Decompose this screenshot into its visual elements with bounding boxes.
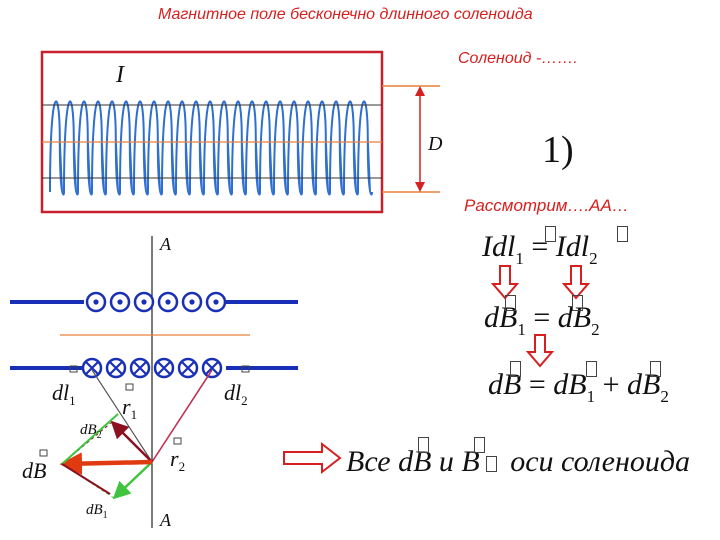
r1-label: $r_1$ (122, 394, 138, 422)
down-arrow-center (528, 335, 552, 366)
vec-mark-r2 (174, 438, 181, 444)
dB2-arrow (112, 422, 152, 462)
dl1-label: $dl_1$ (52, 380, 76, 408)
vec-mark-eq3-b1 (586, 360, 597, 378)
axis-bottom-label: A (160, 510, 171, 530)
vec-mark-eq3-left (510, 360, 521, 378)
dB-total-arrow (64, 462, 152, 464)
solenoid-diagram (0, 0, 460, 220)
current-out-dot (213, 299, 218, 304)
vec-mark-conclusion-dB (418, 436, 429, 454)
solenoid-coil (50, 101, 372, 194)
darkred-aux-line (62, 464, 110, 494)
vec-mark-dB (40, 450, 47, 456)
vec-mark-r1 (126, 384, 133, 390)
vec-mark-eq1-right (617, 225, 628, 243)
conclusion-arrow (282, 440, 344, 476)
current-out-dot (189, 299, 194, 304)
dB-label: dB (22, 458, 47, 483)
diameter-arrow-head-bottom (415, 182, 425, 192)
vec-mark-eq1-left (545, 225, 556, 243)
current-out-dot (165, 299, 170, 304)
dB1-label: $dB_1$ (86, 502, 108, 521)
vec-mark-conclusion-B (474, 436, 485, 454)
axis-top-label: A (160, 234, 171, 254)
current-out-dot (117, 299, 122, 304)
dl2-label: $dl_2$ (224, 380, 248, 408)
equation-1: Idl$_1$ = Idl$_2$ (482, 230, 598, 268)
current-out-symbols (87, 293, 225, 311)
conclusion-statement: Все dB и B оси соленоида (346, 445, 691, 478)
cross-section-diagram (0, 228, 320, 540)
diameter-arrow-head-top (415, 86, 425, 96)
implication-arrows-1 (486, 264, 606, 300)
current-label: I (116, 62, 124, 88)
page-title: Магнитное поле бесконечно длинного соленоида (158, 6, 533, 23)
vec-mark-eq3-b2 (650, 360, 661, 378)
consider-note: Рассмотрим….АА… (464, 196, 629, 215)
equation-3: dB = $dB_1 + dB_2$ (488, 368, 669, 406)
vec-mark-eq2-left (505, 294, 516, 312)
r2-vector (152, 370, 212, 462)
current-out-dot (93, 299, 98, 304)
r2-label: $r_2$ (170, 446, 186, 474)
coil-turns (50, 101, 372, 194)
vec-mark-eq2-right (572, 294, 583, 312)
diameter-label: D (428, 133, 443, 155)
solenoid-note: Соленоид -……. (458, 50, 578, 67)
dB2-label: $dB_2$ (80, 422, 102, 441)
current-out-dot (141, 299, 146, 304)
equation-2: $dB_1 = dB_2$ (484, 301, 600, 339)
dB1-arrow (114, 462, 152, 498)
case-number: 1) (542, 129, 574, 171)
implication-arrow-2 (526, 334, 556, 368)
